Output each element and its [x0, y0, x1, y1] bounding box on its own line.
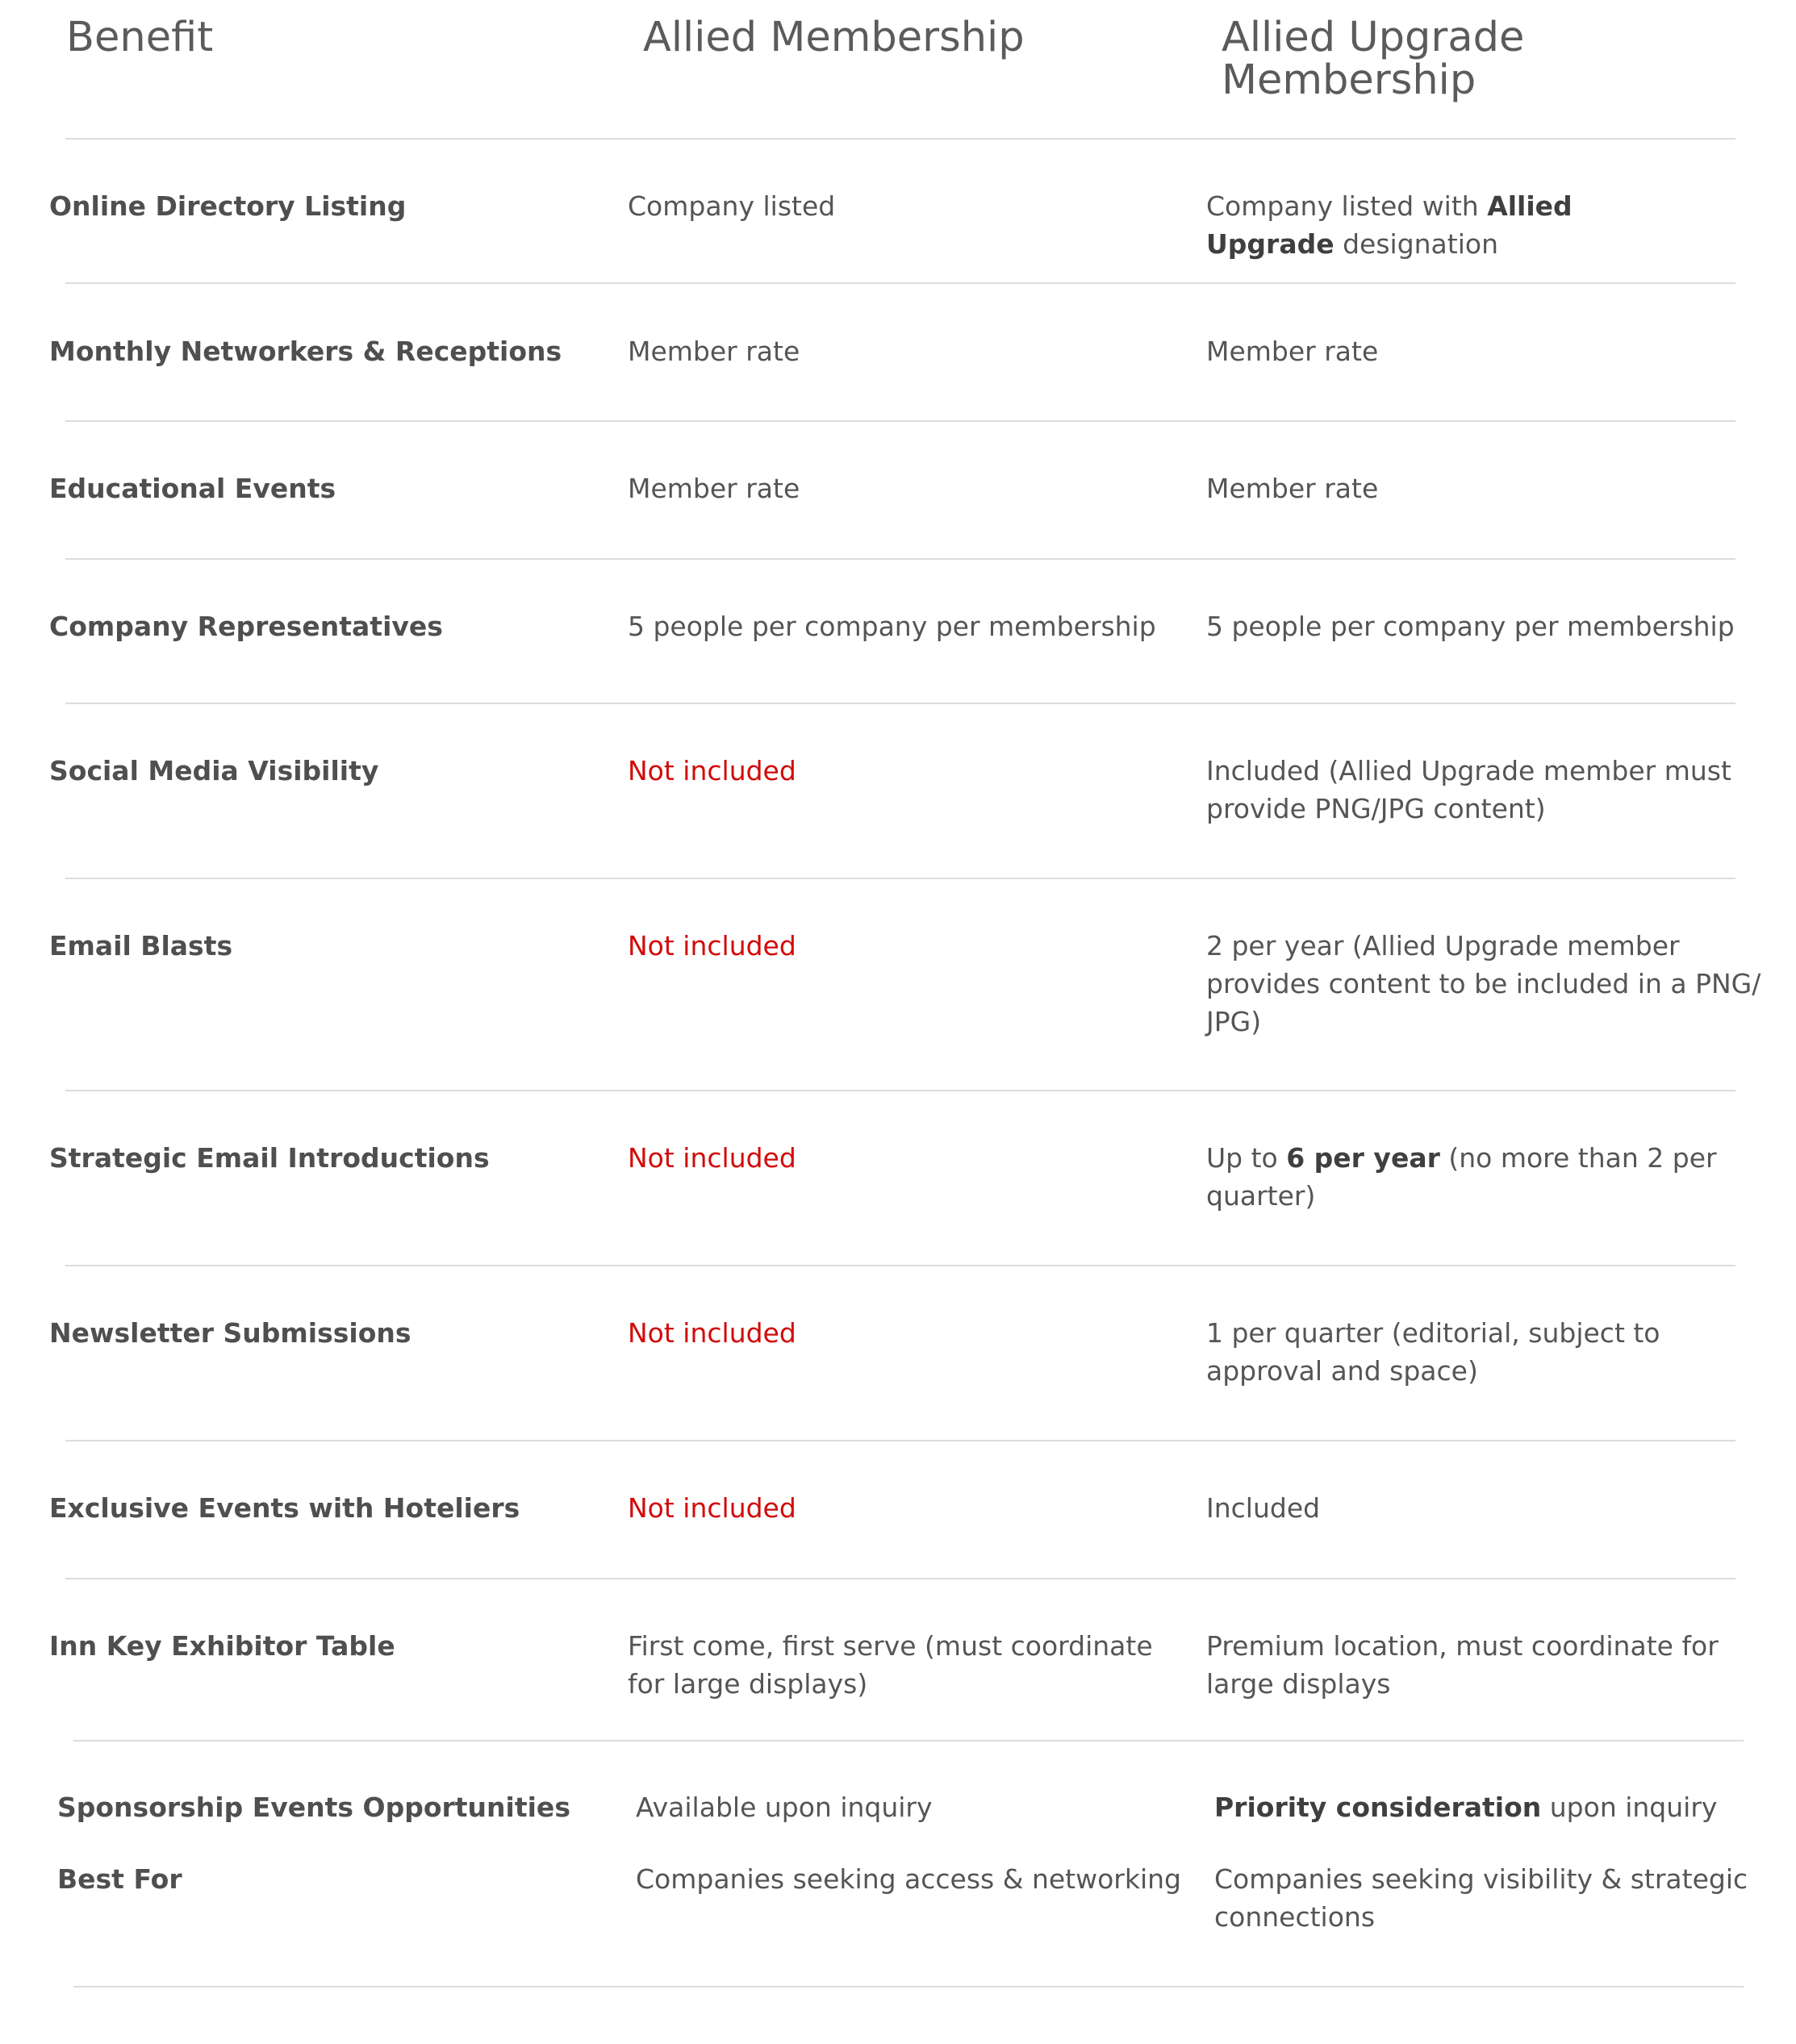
benefit-monthly-networkers: Monthly Networkers & Receptions — [49, 336, 562, 367]
allied-educational-events: Member rate — [628, 473, 800, 504]
row-divider — [65, 1265, 1735, 1266]
allied-best-for: Companies seeking access & networking — [636, 1863, 1182, 1895]
upgrade-online-directory-listing — [1206, 187, 1618, 263]
row-divider — [65, 282, 1735, 284]
row-divider — [73, 1740, 1744, 1742]
benefit-best-for: Best For — [57, 1863, 182, 1895]
benefit-company-representatives: Company Representatives — [49, 611, 443, 642]
upgrade-social-media-visibility: Included (Allied Upgrade member must provide PNG/JPG content) — [1206, 755, 1731, 824]
upgrade-exclusive-events: Included — [1206, 1492, 1321, 1524]
upgrade-text: (no more than 2 per quarter) — [1206, 1142, 1717, 1212]
header-allied-upgrade-membership: Allied Upgrade Membership — [1222, 14, 1525, 104]
allied-exclusive-events: Not included — [628, 1492, 796, 1524]
benefit-online-directory-listing: Online Directory Listing — [49, 190, 407, 222]
upgrade-text: Company listed with — [1206, 190, 1488, 222]
upgrade-text: upon inquiry — [1541, 1792, 1718, 1823]
upgrade-inn-key-exhibitor-table: Premium location, must coordinate for large displays — [1206, 1630, 1719, 1700]
upgrade-text: designation — [1334, 228, 1498, 260]
row-divider — [65, 1578, 1735, 1579]
benefit-sponsorship-events: Sponsorship Events Opportunities — [57, 1792, 570, 1823]
row-divider — [65, 558, 1735, 560]
benefit-inn-key-exhibitor-table: Inn Key Exhibitor Table — [49, 1630, 395, 1662]
upgrade-text: Up to — [1206, 1142, 1287, 1174]
header-benefit: Benefit — [66, 14, 214, 61]
row-divider — [65, 420, 1735, 422]
upgrade-emphasis: Allied Upgrade — [1206, 190, 1573, 260]
allied-email-blasts: Not included — [628, 930, 796, 962]
upgrade-sponsorship-events — [1214, 1788, 1771, 1826]
upgrade-email-blasts: 2 per year (Allied Upgrade member provides content to be included in a PNG/ JPG) — [1206, 930, 1761, 1037]
upgrade-monthly-networkers: Member rate — [1206, 336, 1379, 367]
allied-sponsorship-events: Available upon inquiry — [636, 1792, 933, 1823]
upgrade-strategic-email-introductions — [1206, 1139, 1723, 1215]
allied-inn-key-exhibitor-table: First come, first serve (must coordinate for large displays) — [628, 1630, 1153, 1700]
upgrade-educational-events: Member rate — [1206, 473, 1379, 504]
allied-strategic-email-introductions: Not included — [628, 1142, 796, 1174]
allied-monthly-networkers: Member rate — [628, 336, 800, 367]
benefit-strategic-email-introductions: Strategic Email Introductions — [49, 1142, 490, 1174]
allied-newsletter-submissions: Not included — [628, 1317, 796, 1349]
allied-online-directory-listing: Company listed — [628, 190, 836, 222]
row-divider — [65, 878, 1735, 879]
row-divider — [65, 703, 1735, 704]
benefit-social-media-visibility: Social Media Visibility — [49, 755, 379, 786]
header-allied-membership: Allied Membership — [643, 14, 1025, 61]
benefit-email-blasts: Email Blasts — [49, 930, 233, 962]
row-divider — [65, 1440, 1735, 1441]
upgrade-best-for: Companies seeking visibility & strategic connections — [1214, 1863, 1748, 1933]
benefit-educational-events: Educational Events — [49, 473, 336, 504]
upgrade-emphasis: Priority consideration — [1214, 1792, 1542, 1823]
upgrade-company-representatives: 5 people per company per membership — [1206, 611, 1735, 642]
allied-company-representatives: 5 people per company per membership — [628, 611, 1156, 642]
upgrade-emphasis: 6 per year — [1286, 1142, 1440, 1174]
table-bottom-divider — [73, 1986, 1744, 1988]
row-divider — [65, 1090, 1735, 1091]
header-divider — [65, 138, 1735, 140]
benefit-newsletter-submissions: Newsletter Submissions — [49, 1317, 411, 1349]
upgrade-newsletter-submissions: 1 per quarter (editorial, subject to approval and space) — [1206, 1317, 1660, 1387]
allied-social-media-visibility: Not included — [628, 755, 796, 786]
benefit-exclusive-events: Exclusive Events with Hoteliers — [49, 1492, 520, 1524]
